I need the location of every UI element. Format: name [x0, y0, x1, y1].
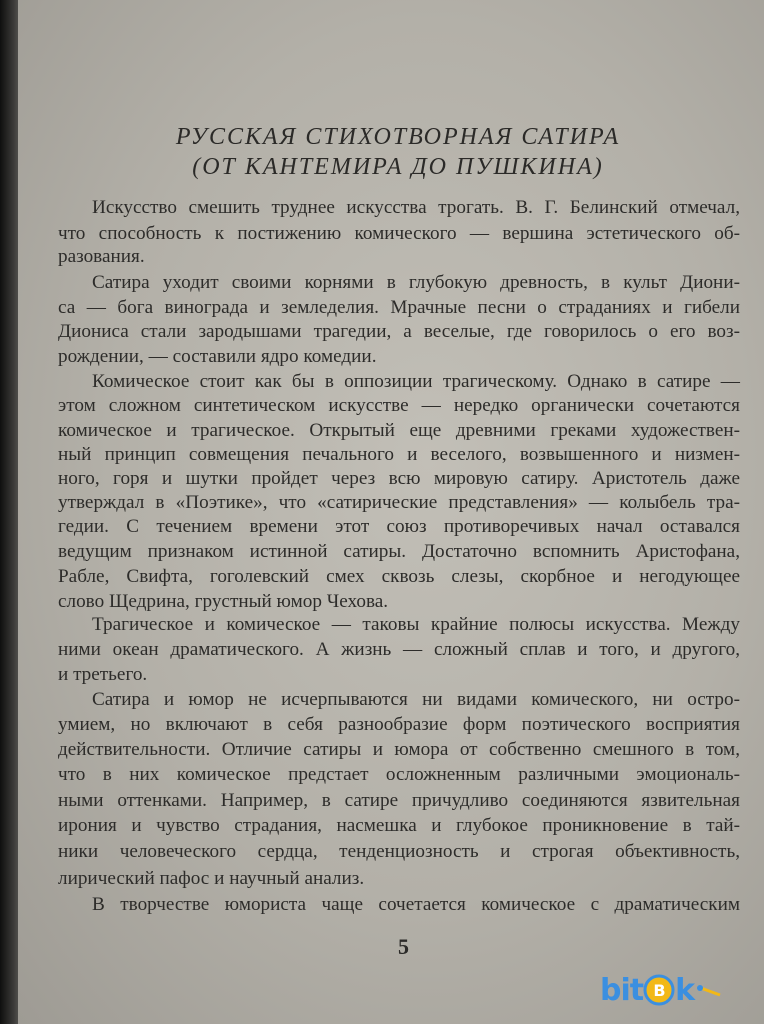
chapter-title-line-1: РУССКАЯ СТИХОТВОРНАЯ САТИРА: [175, 124, 621, 150]
body-line: ними океан драматического. А жизнь — сложный сплав и того, и другого,: [58, 639, 740, 660]
body-line: Трагическое и комическое — таковы крайние полюсы искусства. Между: [92, 614, 740, 635]
body-line: В творчестве юмориста чаще сочетается комическое с драматическим: [92, 894, 740, 915]
chapter-title-line-2: (ОТ КАНТЕМИРА ДО ПУШКИНА): [192, 154, 604, 180]
body-line: Сатира уходит своими корнями в глубокую древность, в культ Диони-: [92, 272, 740, 293]
watermark: [600, 970, 724, 1010]
page-number: 5: [398, 934, 409, 959]
body-line: ного, горя и шутки пройдет через всю мировую сатиру. Аристотель даже: [58, 468, 740, 489]
body-line: ный принцип совмещения печального и веселого, возвышенного и низмен-: [58, 444, 740, 465]
body-line: гедии. С течением времени этот союз противоречивых начал оставался: [58, 516, 740, 537]
body-line: комическое и трагическое. Открытый еще древними греками художествен-: [58, 420, 740, 441]
svg-text:B: B: [653, 981, 665, 1000]
body-line: ники человеческого сердца, тенденциозность и строгая объективность,: [58, 841, 740, 862]
body-line: са — бога винограда и земледелия. Мрачные песни о страданиях и гибели: [58, 297, 740, 318]
body-line: умием, но включают в себя разнообразие форм поэтического восприятия: [58, 714, 740, 735]
watermark-text-a: bit: [600, 972, 644, 1008]
body-line: что в них комическое предстает осложненным различными эмоциональ-: [58, 764, 740, 785]
body-line: ными оттенками. Например, в сатире причудливо соединяются язвительная: [58, 790, 740, 811]
body-line: этом сложном синтетическом искусстве — нередко органически сочетаются: [58, 395, 740, 416]
body-line: Рабле, Свифта, гоголевский смех сквозь слезы, скорбное и негодующее: [58, 566, 740, 587]
body-line: ирония и чувство страдания, насмешка и глубокое проникновение в тай-: [58, 815, 740, 836]
body-line: ведущим признаком истинной сатиры. Достаточно вспомнить Аристофана,: [58, 541, 740, 562]
chapter-title: [18, 122, 764, 182]
body-line: Искусство смешить труднее искусства трогать. В. Г. Белинский отмечал,: [92, 197, 740, 218]
body-line: и третьего.: [58, 664, 148, 685]
pen-icon: [696, 983, 724, 997]
body-line: Сатира и юмор не исчерпываются ни видами комического, ни остро-: [92, 689, 740, 710]
body-line: действительности. Отличие сатиры и юмора от собственно смешного в том,: [58, 739, 740, 760]
body-line: рождении, — составили ядро комедии.: [58, 346, 377, 367]
coin-logo-icon: [643, 974, 675, 1006]
body-line: Диониса стали зародышами трагедии, а веселые, где говорилось о его воз-: [58, 321, 740, 342]
book-page: [18, 0, 764, 1024]
body-line: разования.: [58, 246, 145, 267]
body-line: что способность к постижению комического — вершина эстетического об-: [58, 223, 740, 244]
watermark-text-b: k: [675, 972, 695, 1008]
body-line: лирический пафос и научный анализ.: [58, 868, 365, 889]
body-line: утверждал в «Поэтике», что «сатирические представления» — колыбель тра-: [58, 492, 740, 513]
body-line: слово Щедрина, грустный юмор Чехова.: [58, 591, 389, 612]
body-line: Комическое стоит как бы в оппозиции трагическому. Однако в сатире —: [92, 371, 740, 392]
